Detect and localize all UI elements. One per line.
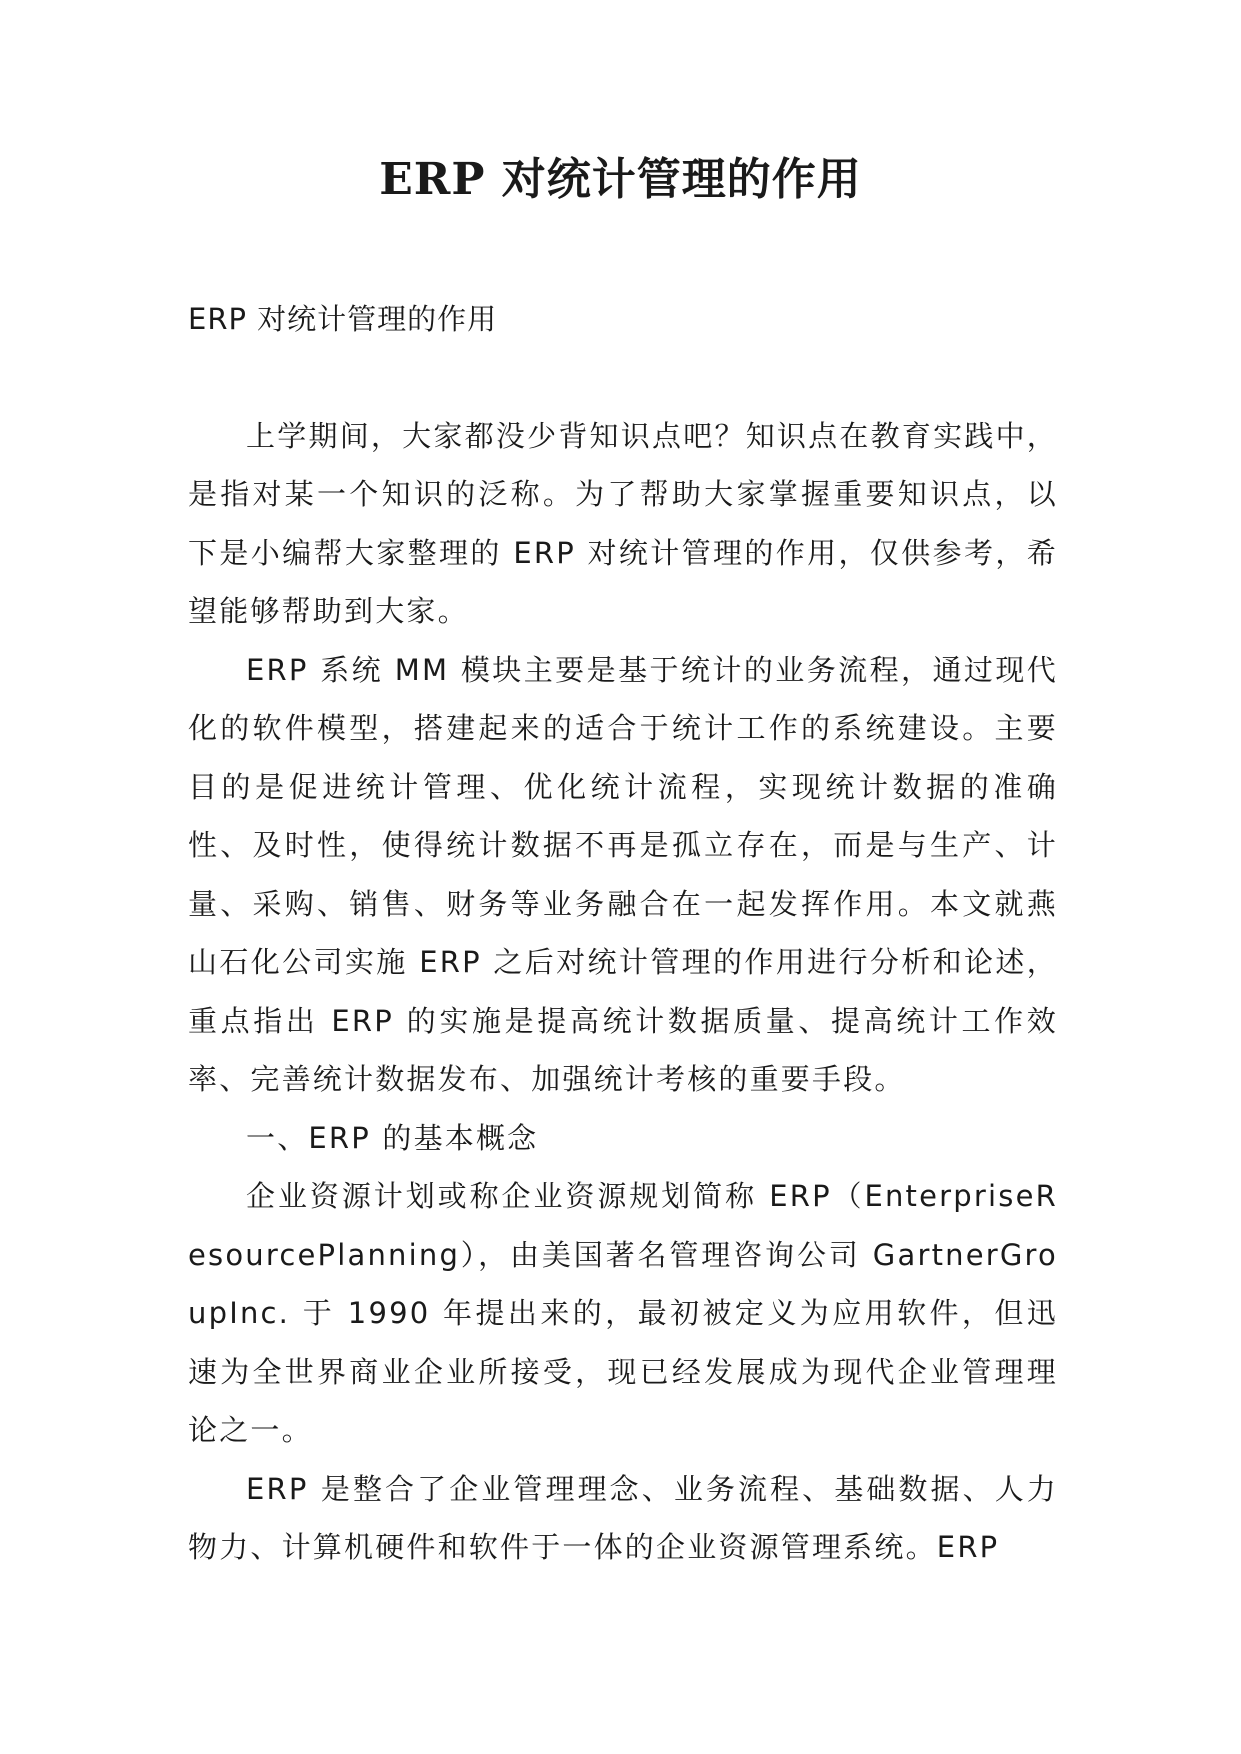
erp-integration-paragraph: ERP 是整合了企业管理理念、业务流程、基础数据、人力物力、计算机硬件和软件于一体的企业资源管理系统。ERP [188, 1471, 1058, 1564]
intro-paragraph: 上学期间，大家都没少背知识点吧？知识点在教育实践中，是指对某一个知识的泛称。为了帮助大家掌握重要知识点，以下是小编帮大家整理的 ERP 对统计管理的作用，仅供参考，希望能够帮助到大家。 [188, 418, 1058, 628]
document-body [188, 290, 1058, 1577]
erp-definition-paragraph: 企业资源计划或称企业资源规划简称 ERP（EnterpriseResourcePlanning），由美国著名管理咨询公司 GartnerGroupInc. 于 1990 年提出来的，最初被定义为应用软件，但迅速为全世界商业企业所接受，现已经发展成为现代企业管理理论之一。 [188, 1179, 1058, 1447]
erp-mm-paragraph: ERP 系统 MM 模块主要是基于统计的业务流程，通过现代化的软件模型，搭建起来的适合于统计工作的系统建设。主要目的是促进统计管理、优化统计流程，实现统计数据的准确性、及时性，使得统计数据不再是孤立存在，而是与生产、计量、采购、销售、财务等业务融合在一起发挥作用。本文就燕山石化公司实施 ERP 之后对统计管理的作用进行分析和论述，重点指出 ERP 的实施是提高统计数据质量、提高统计工作效率、完善统计数据发布、加强统计考核的重要手段。 [188, 652, 1058, 1096]
document-subtitle: ERP 对统计管理的作用 [188, 302, 498, 336]
section-heading-erp-concept: 一、ERP 的基本概念 [246, 1120, 539, 1155]
document-title: ERP 对统计管理的作用 [379, 154, 862, 205]
